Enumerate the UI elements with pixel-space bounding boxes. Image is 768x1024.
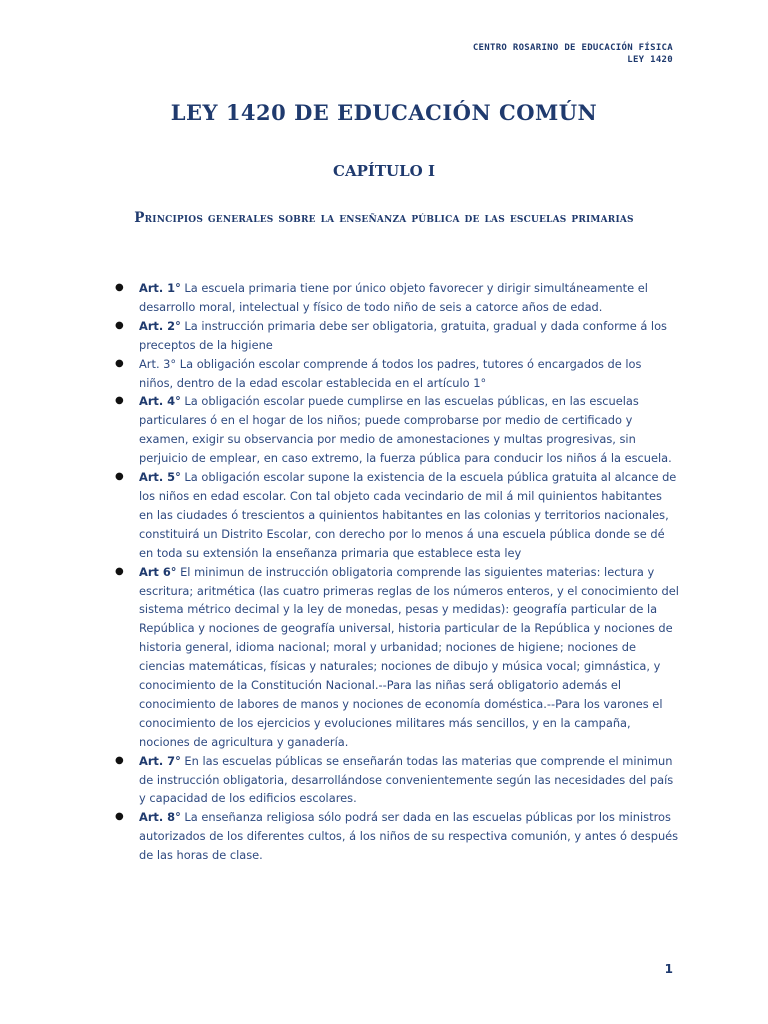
chapter-heading: CAPÍTULO I <box>333 162 435 180</box>
article-label: Art. 5° <box>139 470 181 485</box>
article-text: La instrucción primaria debe ser obligatoria, gratuita, gradual y dada conforme á los preceptos de la higiene <box>139 318 667 352</box>
article-text: La escuela primaria tiene por único objeto favorecer y dirigir simultáneamente el desarrollo moral, intelectual y físico de todo niño de seis a catorce años de edad. <box>139 281 648 314</box>
page-number: 1 <box>664 962 673 976</box>
bullet-icon: ● <box>115 395 124 407</box>
article-text: Art. 3° La obligación escolar comprende á todos los padres, tutores ó encargados de los niños, dentro de la edad escolar establecida en el artículo 1° <box>139 356 642 390</box>
bullet-icon: ● <box>115 471 124 483</box>
article-text: La obligación escolar puede cumplirse en las escuelas públicas, en las escuelas particulares ó en el hogar de los niños; puede comprobarse por medio de certificado y examen, exigir su observancia por medio de amonestaciones y multas progresivas, sin perjuicio de emplear, en caso extremo, la fuerza pública para conducir los niños á la escuela. <box>139 394 672 466</box>
article-label: Art. 2° <box>139 318 181 333</box>
section-subtitle: Principios generales sobre la enseñanza pública de las escuelas primarias <box>134 210 634 226</box>
article-label: Art. 7° <box>139 753 181 768</box>
article-text: La enseñanza religiosa sólo podrá ser dada en las escuelas públicas por los ministros autorizados de los diferentes cultos, á los niños de su respectiva comunión, y antes ó después de las horas de clase. <box>139 810 679 863</box>
article-item <box>115 355 679 393</box>
article-item <box>115 468 679 563</box>
document-title: LEY 1420 DE EDUCACIÓN COMÚN <box>170 100 598 125</box>
article-label: Art. 8° <box>139 810 181 825</box>
bullet-icon: ● <box>115 319 124 331</box>
article-text: En las escuelas públicas se enseñarán todas las materias que comprende el minimun de instrucción obligatoria, desarrollándose convenientemente según las necesidades del país y capacidad de los edificios escolares. <box>139 753 674 806</box>
header-law: LEY 1420 <box>627 55 673 65</box>
article-label: Art 6° <box>139 564 177 579</box>
article-item <box>115 752 679 809</box>
bullet-icon: ● <box>115 811 124 823</box>
article-list <box>115 279 679 865</box>
bullet-icon: ● <box>115 565 124 577</box>
bullet-icon: ● <box>115 357 124 369</box>
article-item <box>115 317 679 355</box>
bullet-icon: ● <box>115 754 124 766</box>
article-text: La obligación escolar supone la existencia de la escuela pública gratuita al alcance de los niños en edad escolar. Con tal objeto cada vecindario de mil á mil quinientos habitantes en las ciudades ó trescientos a quinientos habitantes en las colonias y territorios nacionales, constituirá un Distrito Escolar, con derecho por lo menos á una escuela pública donde se dé en toda su extensión la enseñanza primaria que establece esta ley <box>139 470 677 560</box>
document-header <box>473 42 673 66</box>
article-item <box>115 808 679 865</box>
article-item <box>115 563 679 752</box>
article-text: El minimun de instrucción obligatoria comprende las siguientes materias: lectura y escritura; aritmética (las cuatro primeras reglas de los números enteros, y el conocimiento del sistema métrico decimal y la ley de monedas, pesas y medidas): geografía particular de la República y nociones de geografía universal, historia particular de la República y nociones de historia general, idioma nacional; moral y urbanidad; nociones de higiene; nociones de ciencias matemáticas, físicas y naturales; nociones de dibujo y música vocal; gimnástica, y conocimiento de la Constitución Nacional.--Para las niñas será obligatorio además el conocimiento de labores de manos y nociones de economía doméstica.--Para los varones el conocimiento de los ejercicios y evoluciones militares más sencillos, y en la campaña, nociones de agricultura y ganadería. <box>139 564 679 749</box>
article-item <box>115 392 679 468</box>
article-label: Art. 1° <box>139 281 181 295</box>
article-label: Art. 4° <box>139 394 181 409</box>
bullet-icon: ● <box>115 282 124 293</box>
header-institution: CENTRO ROSARINO DE EDUCACIÓN FÍSICA <box>472 43 673 53</box>
article-item <box>115 279 679 317</box>
